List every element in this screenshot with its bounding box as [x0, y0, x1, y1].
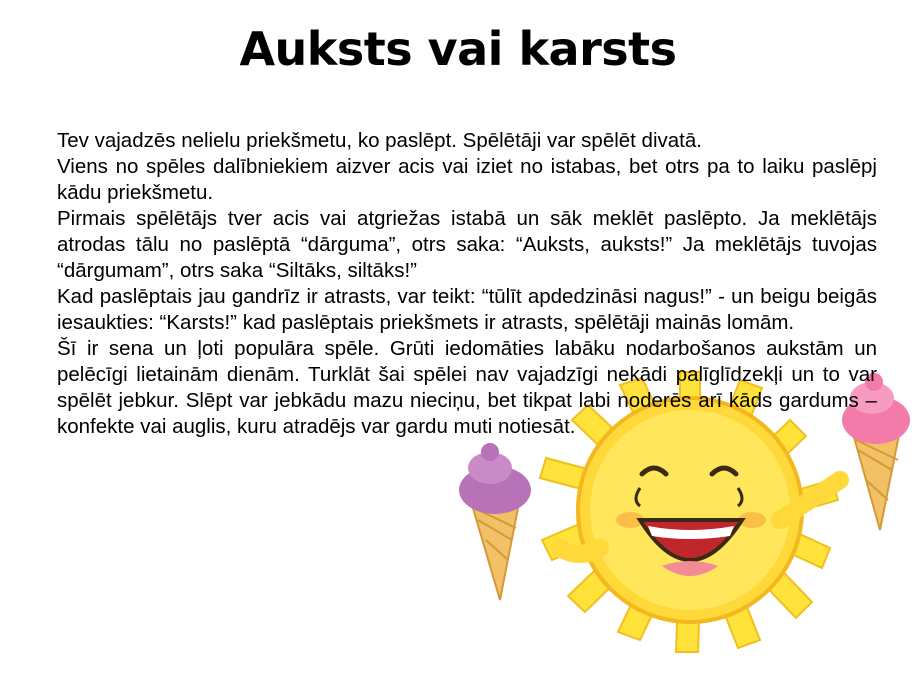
- paragraph-3: Pirmais spēlētājs tver acis vai atgriežas istabā un sāk meklēt paslēpto. Ja meklētājs atrodas tālu no paslēptā “dārguma”, otrs saka: “Auksts, auksts!” Ja meklētājs tuvojas “dārgumam”, otrs saka “Siltāks, siltāks!”: [57, 207, 877, 282]
- paragraph-4: Kad paslēptais jau gandrīz ir atrasts, var teikt: “tūlīt apdedzināsi nagus!” - un beigu beigās iesaukties: “Karsts!” kad paslēptais priekšmets ir atrasts, spēlētāji mainās lomām.: [57, 285, 877, 334]
- paragraph-1: Tev vajadzēs nelielu priekšmetu, ko paslēpt. Spēlētāji var spēlēt divatā.: [57, 129, 702, 152]
- paragraph-2: Viens no spēles dalībniekiem aizver acis vai iziet no istabas, bet otrs pa to laiku paslēpj kādu priekšmetu.: [57, 155, 877, 204]
- purple-ice-cream-icon: [459, 443, 531, 600]
- paragraph-5: Šī ir sena un ļoti populāra spēle. Grūti iedomāties labāku nodarbošanos aukstām un pelēcīgi lietainām dienām. Turklāt šai spēlei nav vajadzīgi nekādi palīglīdzekļi un to var spēlēt jebkur. Slēpt var jebkādu mazu nieciņu, bet tikpat labi noderēs arī kāds gardums – konfekte vai auglis, kuru atradējs var gardu muti notiesāt.: [57, 337, 877, 438]
- slide-title: Auksts vai karsts: [239, 22, 677, 76]
- body-text: [57, 128, 877, 440]
